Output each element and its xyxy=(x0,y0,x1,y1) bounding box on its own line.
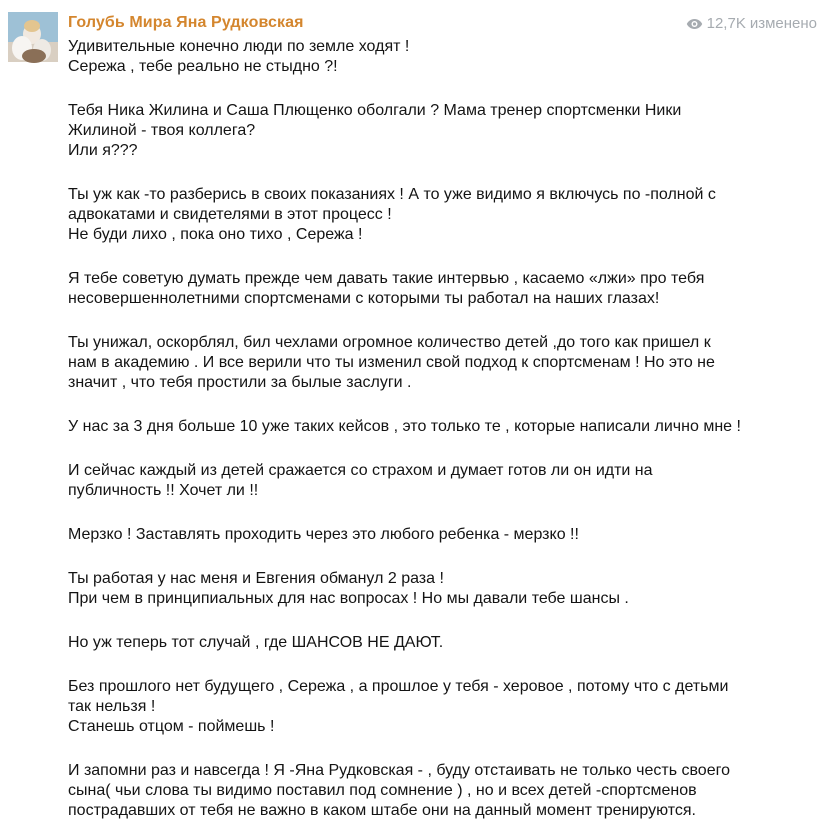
paragraph-gap xyxy=(68,737,808,761)
eye-icon xyxy=(686,18,703,30)
paragraph-gap xyxy=(68,309,808,333)
message-line: Ты уж как -то разберись в своих показаниях ! А то уже видимо я включусь по -полной с xyxy=(68,186,716,203)
message-line: Жилиной - твоя коллега? xyxy=(68,122,256,139)
message-line: нам в академию . И все верили что ты изменил свой подход к спортсменам ! Но это не xyxy=(68,354,715,371)
paragraph-gap xyxy=(68,77,808,101)
message-paragraph xyxy=(68,417,808,437)
message-line: Но уж теперь тот случай , где ШАНСОВ НЕ ДАЮТ. xyxy=(68,634,444,651)
message-line: И запомни раз и навсегда ! Я -Яна Рудковская - , буду отстаивать не только честь своего xyxy=(68,762,730,779)
message-line: Я тебе советую думать прежде чем давать такие интервью , касаемо «лжи» про тебя xyxy=(68,270,705,287)
message-line: сына( чьи слова ты видимо поставил под сомнение ) , но и всех детей -спортсменов xyxy=(68,782,697,799)
message-line: У нас за 3 дня больше 10 уже таких кейсов , это только те , которые написали лично мне ! xyxy=(68,418,741,435)
message-line: Сережа , тебе реально не стыдно ?! xyxy=(68,58,338,75)
view-counter xyxy=(686,15,817,32)
message-paragraph xyxy=(68,569,808,609)
message-line: Ты унижал, оскорблял, бил чехлами огромное количество детей ,до того как пришел к xyxy=(68,334,711,351)
message-line: Тебя Ника Жилина и Саша Плющенко оболгали ? Мама тренер спортсменки Ники xyxy=(68,102,682,119)
message-line: Или я??? xyxy=(68,142,138,159)
message-paragraph xyxy=(68,761,808,821)
paragraph-gap xyxy=(68,545,808,569)
message-paragraph xyxy=(68,633,808,653)
message-paragraph xyxy=(68,37,808,77)
message-line: значит , что тебя простили за былые заслуги . xyxy=(68,374,412,391)
message-line: Без прошлого нет будущего , Сережа , а прошлое у тебя - херовое , потому что с детьми xyxy=(68,678,729,695)
message-line: Ты работая у нас меня и Евгения обманул 2 раза ! xyxy=(68,570,444,587)
paragraph-gap xyxy=(68,245,808,269)
message-line: Не буди лихо , пока оно тихо , Сережа ! xyxy=(68,226,363,243)
message-paragraph xyxy=(68,269,808,309)
edited-label: изменено xyxy=(749,15,817,32)
message-text xyxy=(68,37,808,821)
author-name[interactable]: Голубь Мира Яна Рудковская xyxy=(68,14,304,31)
message-paragraph xyxy=(68,101,808,161)
message-line: Удивительные конечно люди по земле ходят ! xyxy=(68,38,410,55)
paragraph-gap xyxy=(68,501,808,525)
author-avatar[interactable] xyxy=(8,12,58,62)
view-count: 12,7K xyxy=(706,15,746,32)
message-paragraph xyxy=(68,677,808,737)
avatar-photo xyxy=(8,12,58,62)
message-line: И сейчас каждый из детей сражается со страхом и думает готов ли он идти на xyxy=(68,462,653,479)
paragraph-gap xyxy=(68,653,808,677)
paragraph-gap xyxy=(68,393,808,417)
message-paragraph xyxy=(68,185,808,245)
message-paragraph xyxy=(68,333,808,393)
paragraph-gap xyxy=(68,161,808,185)
message-paragraph xyxy=(68,461,808,501)
message-line: При чем в принципиальных для нас вопросах ! Но мы давали тебе шансы . xyxy=(68,590,629,607)
message-line: так нельзя ! xyxy=(68,698,156,715)
message-paragraph xyxy=(68,525,808,545)
message-line: пострадавших от тебя не важно в каком штабе они на данный момент тренируются. xyxy=(68,802,696,819)
message-line: Станешь отцом - поймешь ! xyxy=(68,718,275,735)
paragraph-gap xyxy=(68,609,808,633)
message-line: адвокатами и свидетелями в этот процесс ! xyxy=(68,206,392,223)
message-line: Мерзко ! Заставлять проходить через это любого ребенка - мерзко !! xyxy=(68,526,579,543)
message-line: несовершеннолетними спортсменами с которыми ты работал на наших глазах! xyxy=(68,290,660,307)
paragraph-gap xyxy=(68,437,808,461)
message-line: публичность !! Хочет ли !! xyxy=(68,482,259,499)
